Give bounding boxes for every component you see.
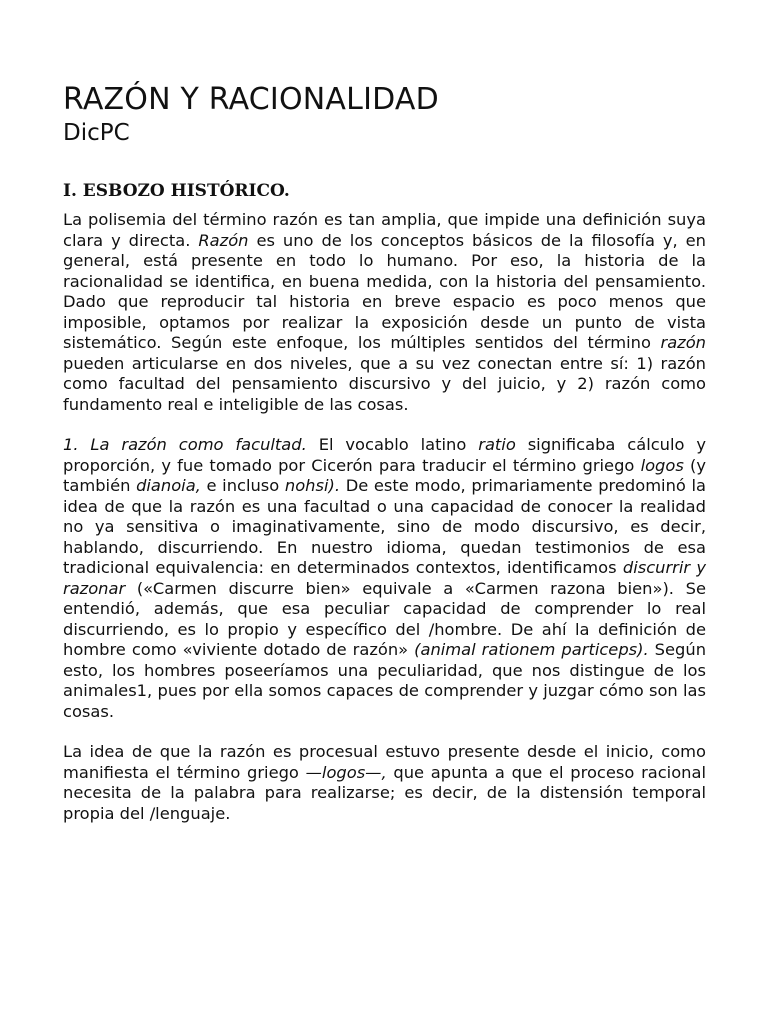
paragraph-2-text-3: (y también [63,455,706,495]
paragraph-2-text-7: Según esto, los hombres poseeríamos una peculiaridad, que nos distingue de los animales1, pues por ella somos capaces de comprender y juzgar cómo son las cosas. [63,640,707,721]
paragraph-1-text-3: pueden articularse en dos niveles, que a su vez conectan entre sí: 1) razón como facultad del pensamiento discursivo y del juicio, y 2) razón como fundamento real e inteligible de las cosas. [63,353,706,414]
paragraph-2-italic-discurrir: discurrir y razonar [63,558,706,598]
document-subtitle: DicPC [63,120,130,146]
document-title: RAZÓN Y RACIONALIDAD [63,82,439,117]
paragraph-3-text-1: La idea de que la razón es procesual estuvo presente desde el inicio, como manifiesta el término griego [63,742,706,782]
paragraph-2-italic-dianoia: dianoia, [136,476,201,495]
document-page [63,82,706,844]
paragraph-2 [63,435,706,722]
paragraph-2-text-4: e incluso [200,476,285,495]
paragraph-2-text-5: De este modo, primariamente predominó la idea de que la razón es una facultad o una capacidad de conocer la realidad no ya sensitiva o imaginativamente, sino de modo discursivo, es decir, hablando, discurriendo. En nuestro idioma, quedan testimonios de esa tradicional equivalencia: en determinados contextos, identificamos [63,476,707,577]
paragraph-3-italic-logos: —logos—, [305,762,387,782]
paragraph-1-text-2: es uno de los conceptos básicos de la filosofía y, en general, está presente en todo lo humano. Por eso, la historia de la racionalidad se identifica, en buena medida, con la historia del pensamiento. Dado que reproducir tal historia en breve espacio es poco menos que imposible, optamos por realizar la exposición desde un punto de vista sistemático. Según este enfoque, los múltiples sentidos del término [63,230,706,352]
section-heading: I. ESBOZO HISTÓRICO. [63,181,290,201]
paragraph-2-text-6: («Carmen discurre bien» equivale a «Carmen razona bien»). Se entendió, además, que esa peculiar capacidad de comprender lo real discurriendo, es lo propio y específico del /hombre. De ahí la definición de hombre como «viviente dotado de razón» [63,578,706,659]
paragraph-1 [63,210,706,415]
paragraph-2-subheading: 1. La razón como facultad. [63,435,307,454]
paragraph-2-italic-nohsi: nohsi). [284,476,341,495]
paragraph-2-text-1: El vocablo latino [306,435,479,454]
paragraph-2-italic-logos: logos [640,455,684,475]
paragraph-1-text-1: La polisemia del término razón es tan amplia, que impide una definición suya clara y directa. [63,210,706,250]
paragraph-1-italic-1: Razón [198,230,249,250]
paragraph-2-italic-latin: (animal rationem particeps). [414,640,649,659]
paragraph-2-text-2: significaba cálculo y proporción, y fue tomado por Cicerón para traducir el término griego [63,435,707,475]
paragraph-3 [63,742,706,824]
paragraph-3-text-2: que apunta a que el proceso racional necesita de la palabra para realizarse; es decir, de la distensión temporal propia del /lenguaje. [63,762,706,823]
paragraph-1-italic-2: razón [660,333,706,352]
paragraph-2-italic-ratio: ratio [478,435,516,454]
